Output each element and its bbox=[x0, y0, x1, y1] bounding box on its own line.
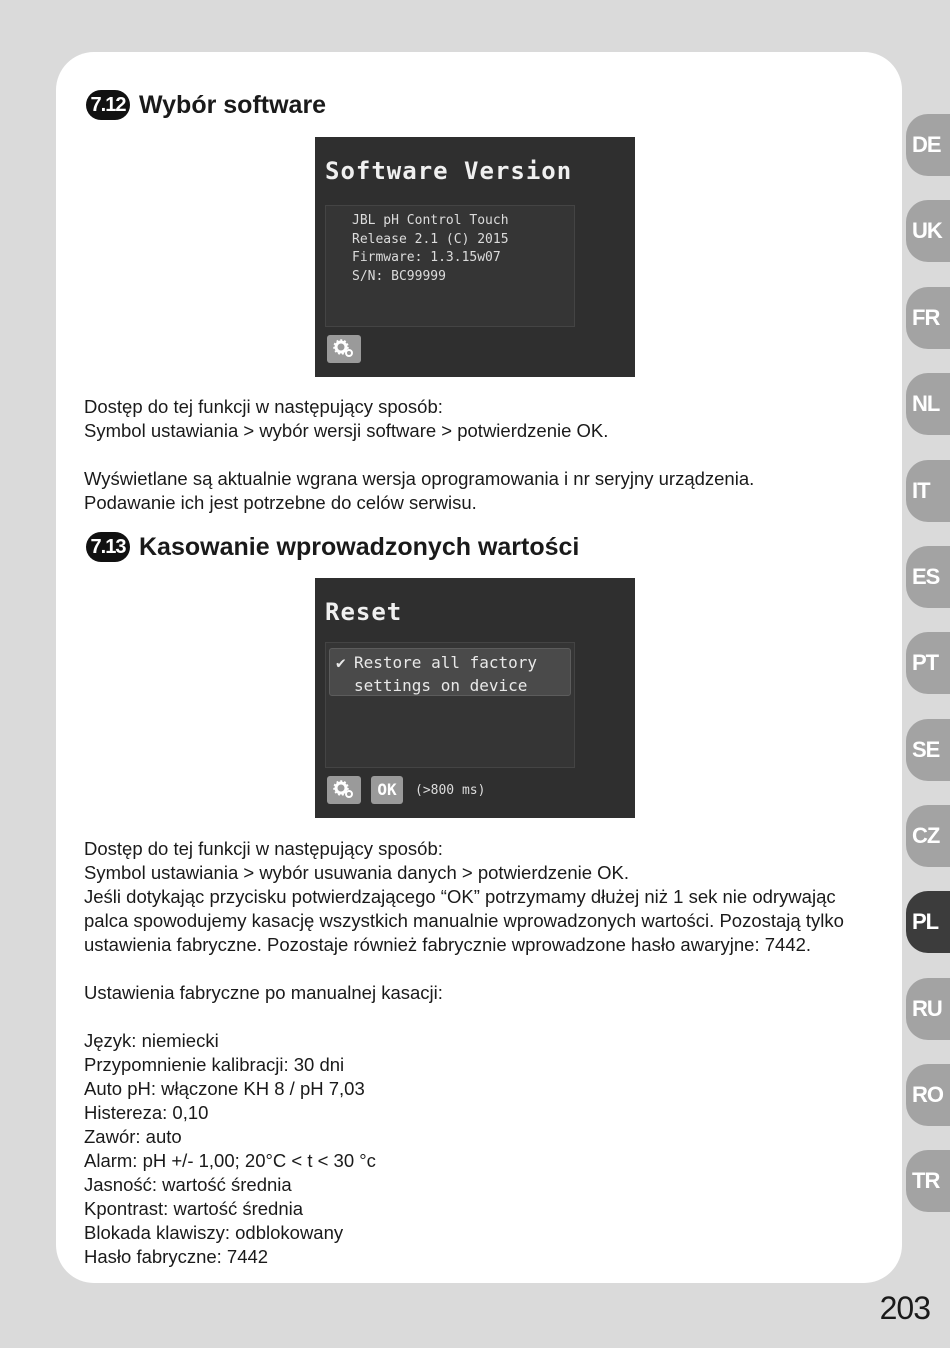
lang-tab-cz[interactable]: CZ bbox=[906, 805, 950, 867]
version-line: S/N: BC99999 bbox=[352, 268, 446, 284]
check-icon: ✔ bbox=[336, 653, 346, 672]
section-title: Kasowanie wprowadzonych wartości bbox=[139, 532, 580, 561]
screen-title: Software Version bbox=[325, 157, 573, 185]
reset-screen bbox=[315, 578, 635, 818]
section-heading-7-12 bbox=[86, 90, 326, 120]
factory-setting-item: Auto pH: włączone KH 8 / pH 7,03 bbox=[84, 1078, 365, 1099]
paragraph: Symbol ustawiania > wybór usuwania danych > potwierdzenie OK. bbox=[84, 862, 630, 883]
section-7-12-text bbox=[84, 395, 884, 515]
factory-setting-item: Alarm: pH +/- 1,00; 20°C < t < 30 °c bbox=[84, 1150, 376, 1171]
screen-title: Reset bbox=[325, 598, 403, 626]
paragraph: Dostęp do tej funkcji w następujący sposób: bbox=[84, 838, 443, 859]
software-version-screen bbox=[315, 137, 635, 377]
factory-setting-item: Zawór: auto bbox=[84, 1126, 182, 1147]
lang-tab-ru[interactable]: RU bbox=[906, 978, 950, 1040]
lang-tab-ro[interactable]: RO bbox=[906, 1064, 950, 1126]
lang-tab-de[interactable]: DE bbox=[906, 114, 950, 176]
hold-duration-label: (>800 ms) bbox=[415, 783, 486, 798]
ok-button[interactable]: OK bbox=[371, 776, 403, 804]
section-number-badge: 7.12 bbox=[86, 90, 130, 120]
lang-tab-pl[interactable]: PL bbox=[906, 891, 950, 953]
factory-setting-item: Jasność: wartość średnia bbox=[84, 1174, 292, 1195]
lang-tab-tr[interactable]: TR bbox=[906, 1150, 950, 1212]
lang-tab-fr[interactable]: FR bbox=[906, 287, 950, 349]
lang-tab-pt[interactable]: PT bbox=[906, 632, 950, 694]
paragraph: Wyświetlane są aktualnie wgrana wersja oprogramowania i nr seryjny urządzenia. bbox=[84, 468, 755, 489]
gear-icon bbox=[333, 780, 355, 800]
settings-button[interactable] bbox=[327, 335, 361, 363]
section-title: Wybór software bbox=[139, 90, 327, 119]
paragraph: Symbol ustawiania > wybór wersji software > potwierdzenie OK. bbox=[84, 420, 609, 441]
option-label: settings on device bbox=[354, 676, 528, 695]
lang-tab-it[interactable]: IT bbox=[906, 460, 950, 522]
paragraph: Podawanie ich jest potrzebne do celów serwisu. bbox=[84, 492, 477, 513]
factory-setting-item: Kpontrast: wartość średnia bbox=[84, 1198, 304, 1219]
factory-setting-item: Hasło fabryczne: 7442 bbox=[84, 1246, 269, 1267]
lang-tab-nl[interactable]: NL bbox=[906, 373, 950, 435]
paragraph: ustawienia fabryczne. Pozostaje również fabrycznie wprowadzone hasło awaryjne: 7442. bbox=[84, 934, 812, 955]
section-heading-7-13 bbox=[86, 532, 579, 562]
section-number-badge: 7.13 bbox=[86, 532, 130, 562]
lang-tab-uk[interactable]: UK bbox=[906, 200, 950, 262]
lang-tab-es[interactable]: ES bbox=[906, 546, 950, 608]
restore-factory-option[interactable] bbox=[329, 648, 571, 696]
paragraph: Jeśli dotykając przycisku potwierdzającego “OK” potrzymamy dłużej niż 1 sek nie odrywając bbox=[84, 886, 836, 907]
factory-setting-item: Język: niemiecki bbox=[84, 1030, 219, 1051]
paragraph: Dostęp do tej funkcji w następujący sposób: bbox=[84, 396, 443, 417]
gear-icon bbox=[333, 339, 355, 359]
factory-setting-item: Blokada klawiszy: odblokowany bbox=[84, 1222, 344, 1243]
page-number: 203 bbox=[879, 1290, 930, 1326]
section-7-13-text bbox=[84, 837, 884, 1269]
paragraph: palca spowodujemy kasację wszystkich manualnie wprowadzonych wartości. Pozostają tylko bbox=[84, 910, 844, 931]
version-line: Release 2.1 (C) 2015 bbox=[352, 231, 509, 247]
settings-button[interactable] bbox=[327, 776, 361, 804]
option-label: Restore all factory bbox=[354, 653, 538, 672]
factory-setting-item: Przypomnienie kalibracji: 30 dni bbox=[84, 1054, 345, 1075]
lang-tab-se[interactable]: SE bbox=[906, 719, 950, 781]
version-info-panel bbox=[325, 205, 575, 327]
version-line: Firmware: 1.3.15w07 bbox=[352, 250, 501, 265]
factory-setting-item: Histereza: 0,10 bbox=[84, 1102, 209, 1123]
factory-settings-heading: Ustawienia fabryczne po manualnej kasacji: bbox=[84, 982, 443, 1003]
version-line: JBL pH Control Touch bbox=[352, 213, 509, 228]
